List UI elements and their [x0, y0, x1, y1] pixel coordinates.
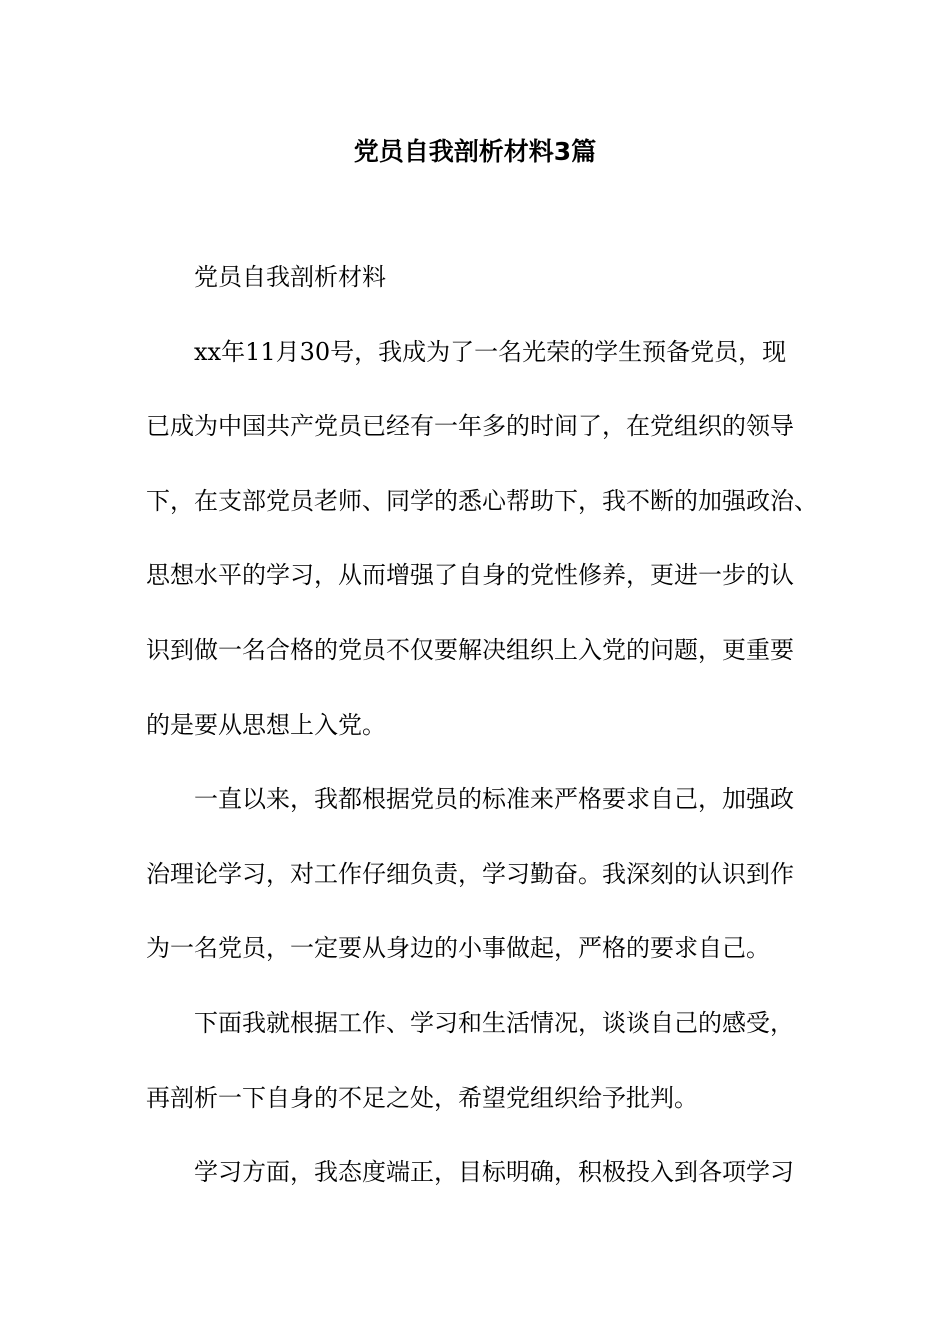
paragraph-line: 为一名党员，一定要从身边的小事做起，严格的要求自己。 — [146, 934, 770, 963]
paragraph-line: 下，在支部党员老师、同学的悉心帮助下，我不断的加强政治、 — [146, 486, 818, 515]
document-body — [146, 255, 826, 1225]
paragraph-line: 学习方面，我态度端正，目标明确，积极投入到各项学习 — [194, 1158, 794, 1187]
paragraph-line: 治理论学习，对工作仔细负责，学习勤奋。我深刻的认识到作 — [146, 859, 794, 888]
paragraph-line: 识到做一名合格的党员不仅要解决组织上入党的问题，更重要 — [146, 635, 794, 664]
document-title: 党员自我剖析材料3篇 — [353, 137, 597, 166]
paragraph-line: 的是要从思想上入党。 — [146, 710, 386, 739]
paragraph-line: 已成为中国共产党员已经有一年多的时间了，在党组织的领导 — [146, 412, 794, 441]
paragraph-line: xx年11月30号，我成为了一名光荣的学生预备党员，现 — [194, 337, 787, 366]
paragraph-line: 再剖析一下自身的不足之处，希望党组织给予批判。 — [146, 1083, 698, 1112]
section-heading: 党员自我剖析材料 — [194, 263, 386, 291]
paragraph-line: 一直以来，我都根据党员的标准来严格要求自己，加强政 — [194, 785, 794, 814]
paragraph-line: 下面我就根据工作、学习和生活情况，谈谈自己的感受， — [194, 1008, 794, 1037]
paragraph-line: 思想水平的学习，从而增强了自身的党性修养，更进一步的认 — [146, 561, 794, 590]
